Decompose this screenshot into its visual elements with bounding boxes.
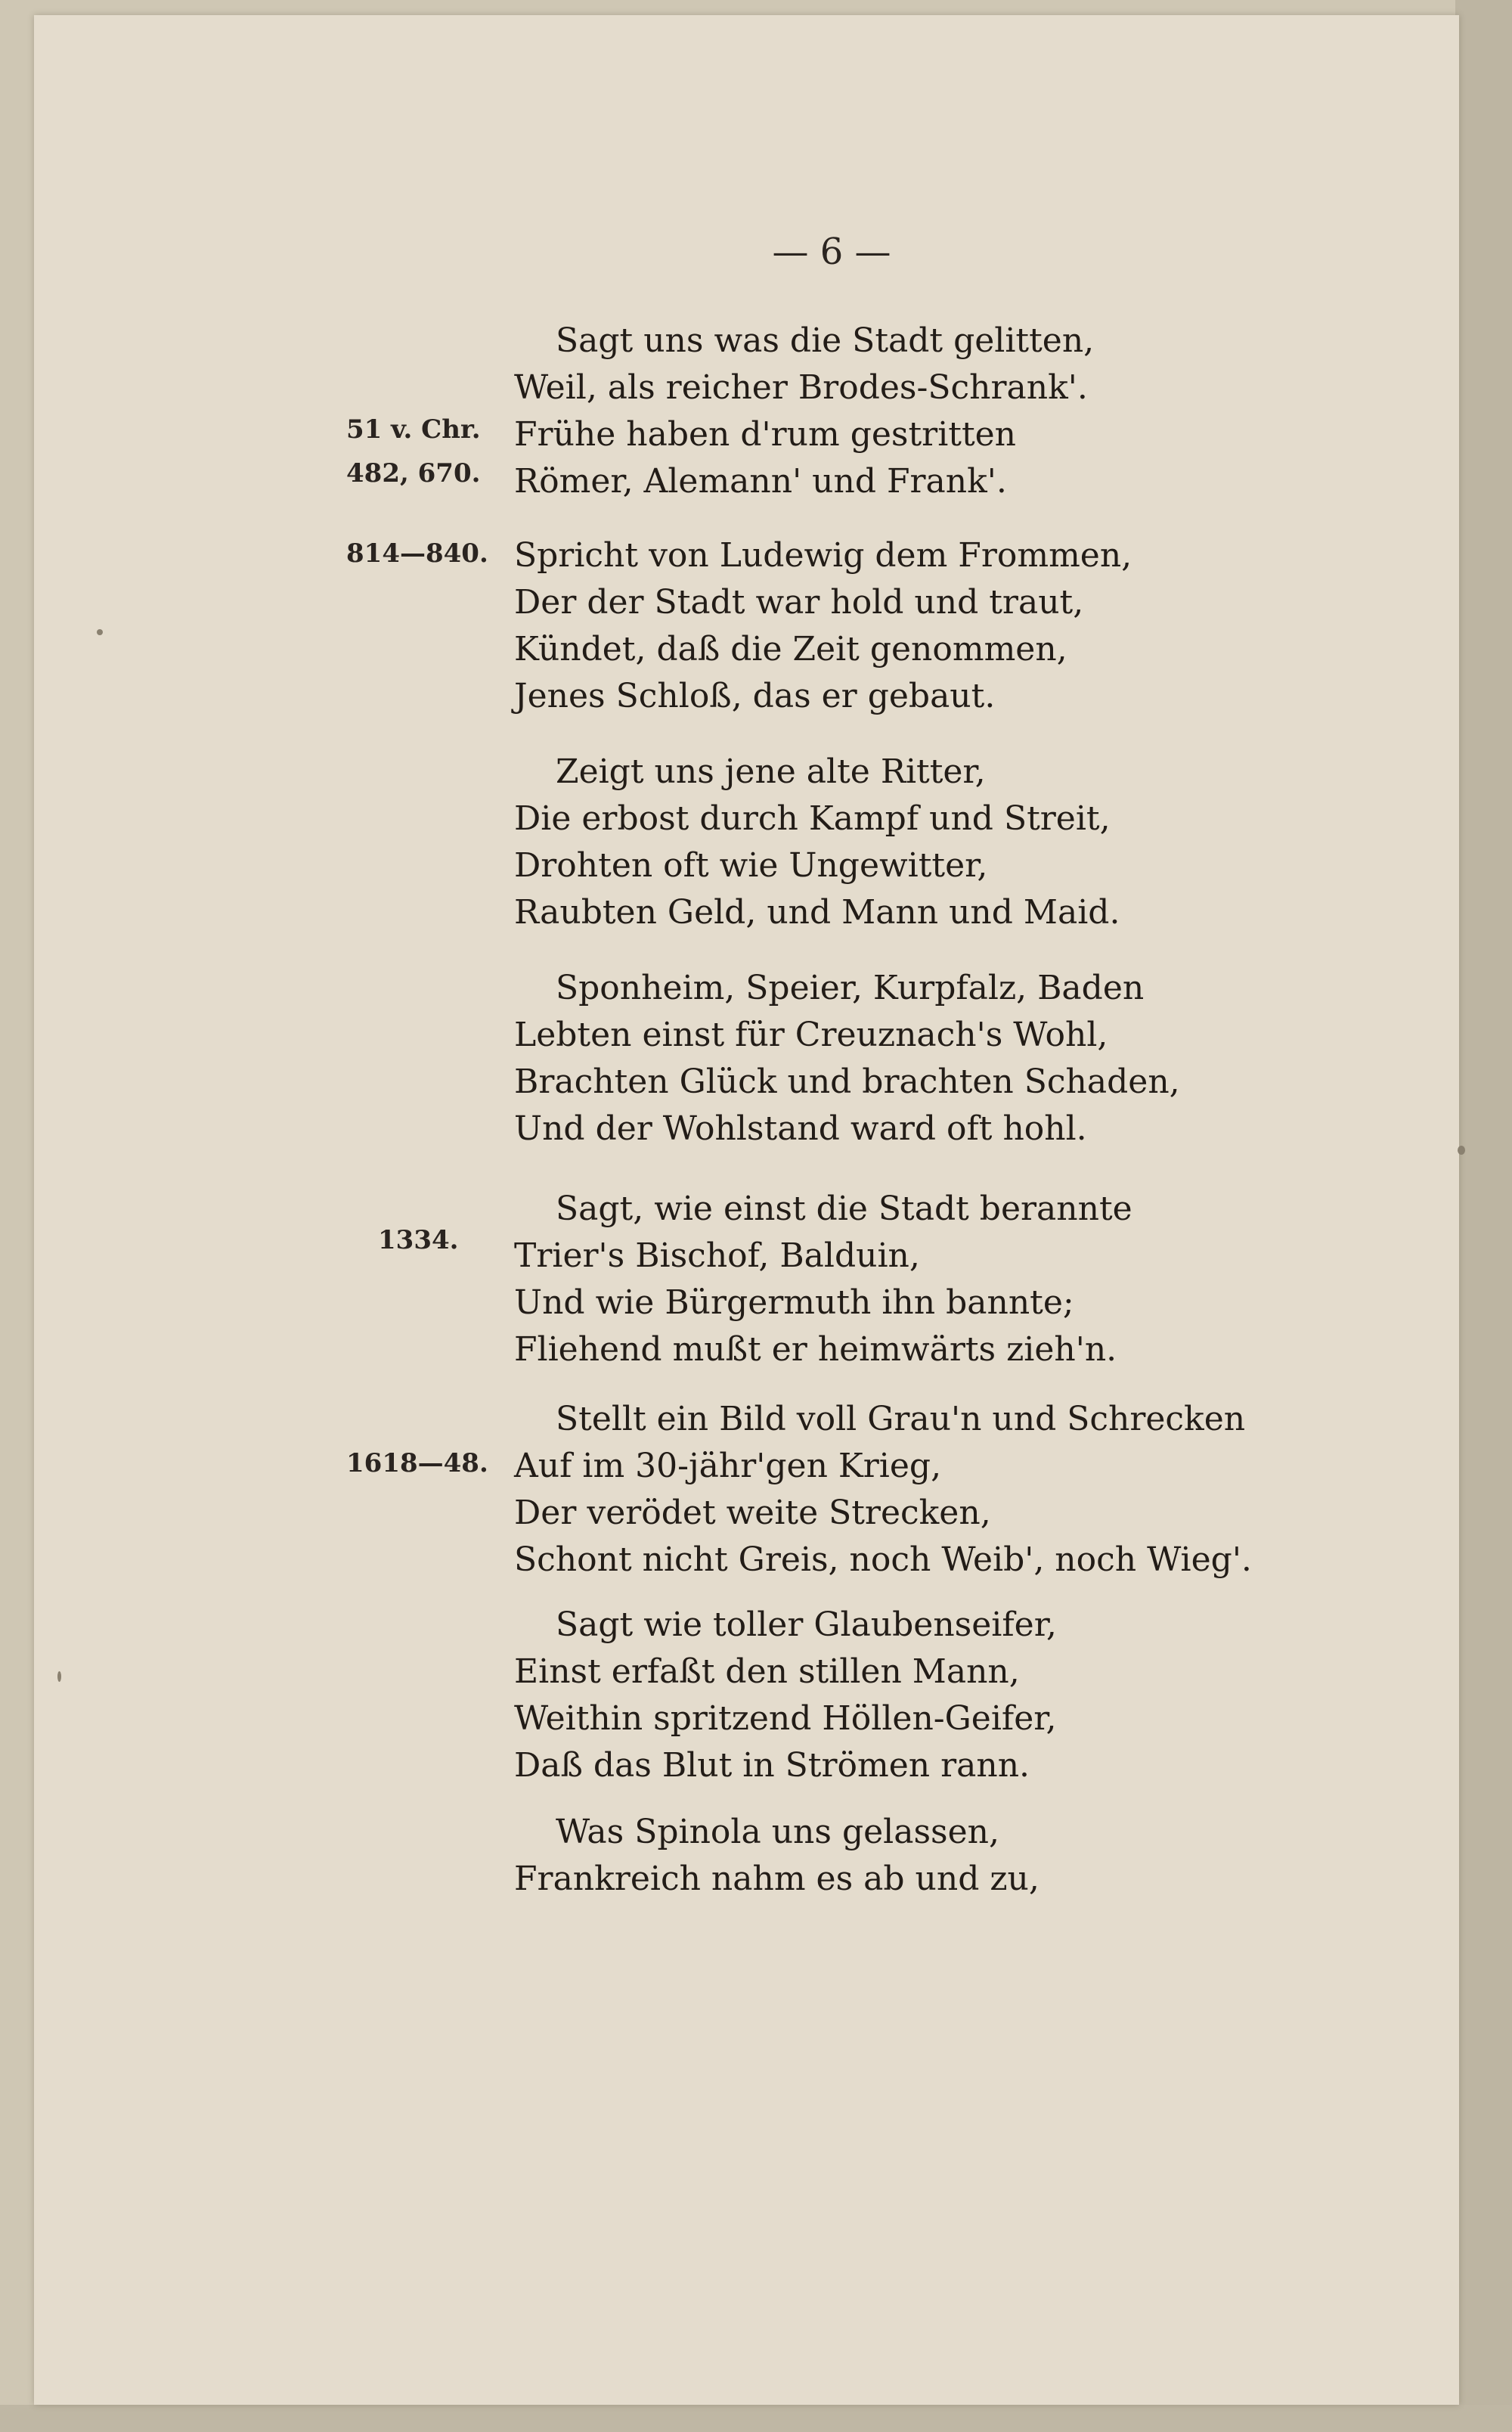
verse-line: Die erbost durch Kampf und Streit, [514,799,1111,838]
verse-line: Raubten Geld, und Mann und Maid. [514,893,1120,932]
verse-line: Sagt wie toller Glaubenseifer, [556,1605,1057,1644]
verse-line: Kündet, daß die Zeit genommen, [514,630,1067,668]
stanza-4 [514,965,1270,1152]
paper-speck [57,1671,61,1682]
stanza-6 [514,1396,1270,1584]
margin-note-482-670: 482, 670. [346,458,481,489]
verse-line: Und wie Bürgermuth ihn bannte; [514,1283,1074,1322]
verse-line: Sponheim, Speier, Kurpfalz, Baden [556,969,1145,1007]
verse-line: Drohten oft wie Ungewitter, [514,846,988,885]
stanza-8 [514,1809,1270,1903]
verse-line: Der der Stadt war hold und traut, [514,583,1084,622]
verse-line: Einst erfaßt den stillen Mann, [514,1652,1020,1691]
margin-note-1618-48: 1618—48. [346,1448,488,1478]
verse-line: Römer, Alemann' und Frank'. [514,462,1007,501]
verse-line: Sagt, wie einst die Stadt berannte [556,1190,1132,1228]
verse-line: Zeigt uns jene alte Ritter, [556,752,986,791]
scan-background-bottom [0,2405,1512,2432]
verse-line: Frankreich nahm es ab und zu, [514,1860,1040,1898]
verse-line: Der verödet weite Strecken, [514,1494,991,1532]
margin-note-814-840: 814—840. [346,538,488,569]
paper-speck [1458,1146,1465,1155]
verse-line: Jenes Schloß, das er gebaut. [514,677,996,715]
stanza-5 [514,1186,1270,1373]
verse-line: Weithin spritzend Höllen-Geifer, [514,1699,1057,1738]
verse-line: Weil, als reicher Brodes-Schrank'. [514,368,1088,407]
verse-line: Schont nicht Greis, noch Weib', noch Wieg'. [514,1540,1252,1579]
stanza-3 [514,749,1270,936]
margin-note-51-bc: 51 v. Chr. [346,414,481,445]
verse-line: Brachten Glück und brachten Schaden, [514,1062,1180,1101]
verse-line: Stellt ein Bild voll Grau'n und Schrecken [556,1400,1246,1438]
stanza-2 [514,532,1270,720]
verse-line: Trier's Bischof, Balduin, [514,1236,920,1275]
verse-line: Auf im 30-jähr'gen Krieg, [514,1447,942,1485]
margin-note-1334: 1334. [378,1225,459,1255]
verse-line: Sagt uns was die Stadt gelitten, [556,321,1095,360]
verse-line: Lebten einst für Creuznach's Wohl, [514,1016,1108,1054]
verse-line: Fliehend mußt er heimwärts zieh'n. [514,1330,1117,1369]
verse-line: Was Spinola uns gelassen, [556,1813,999,1851]
verse-line: Und der Wohlstand ward oft hohl. [514,1109,1087,1148]
paper-speck [97,629,103,635]
stanza-7 [514,1602,1270,1789]
verse-line: Frühe haben d'rum gestritten [514,415,1017,454]
verse-line: Daß das Blut in Strömen rann. [514,1746,1030,1785]
verse-line: Spricht von Ludewig dem Frommen, [514,536,1132,575]
scan-background-right [1455,0,1512,2432]
stanza-1 [514,318,1270,505]
page-number: — 6 — [772,231,891,273]
